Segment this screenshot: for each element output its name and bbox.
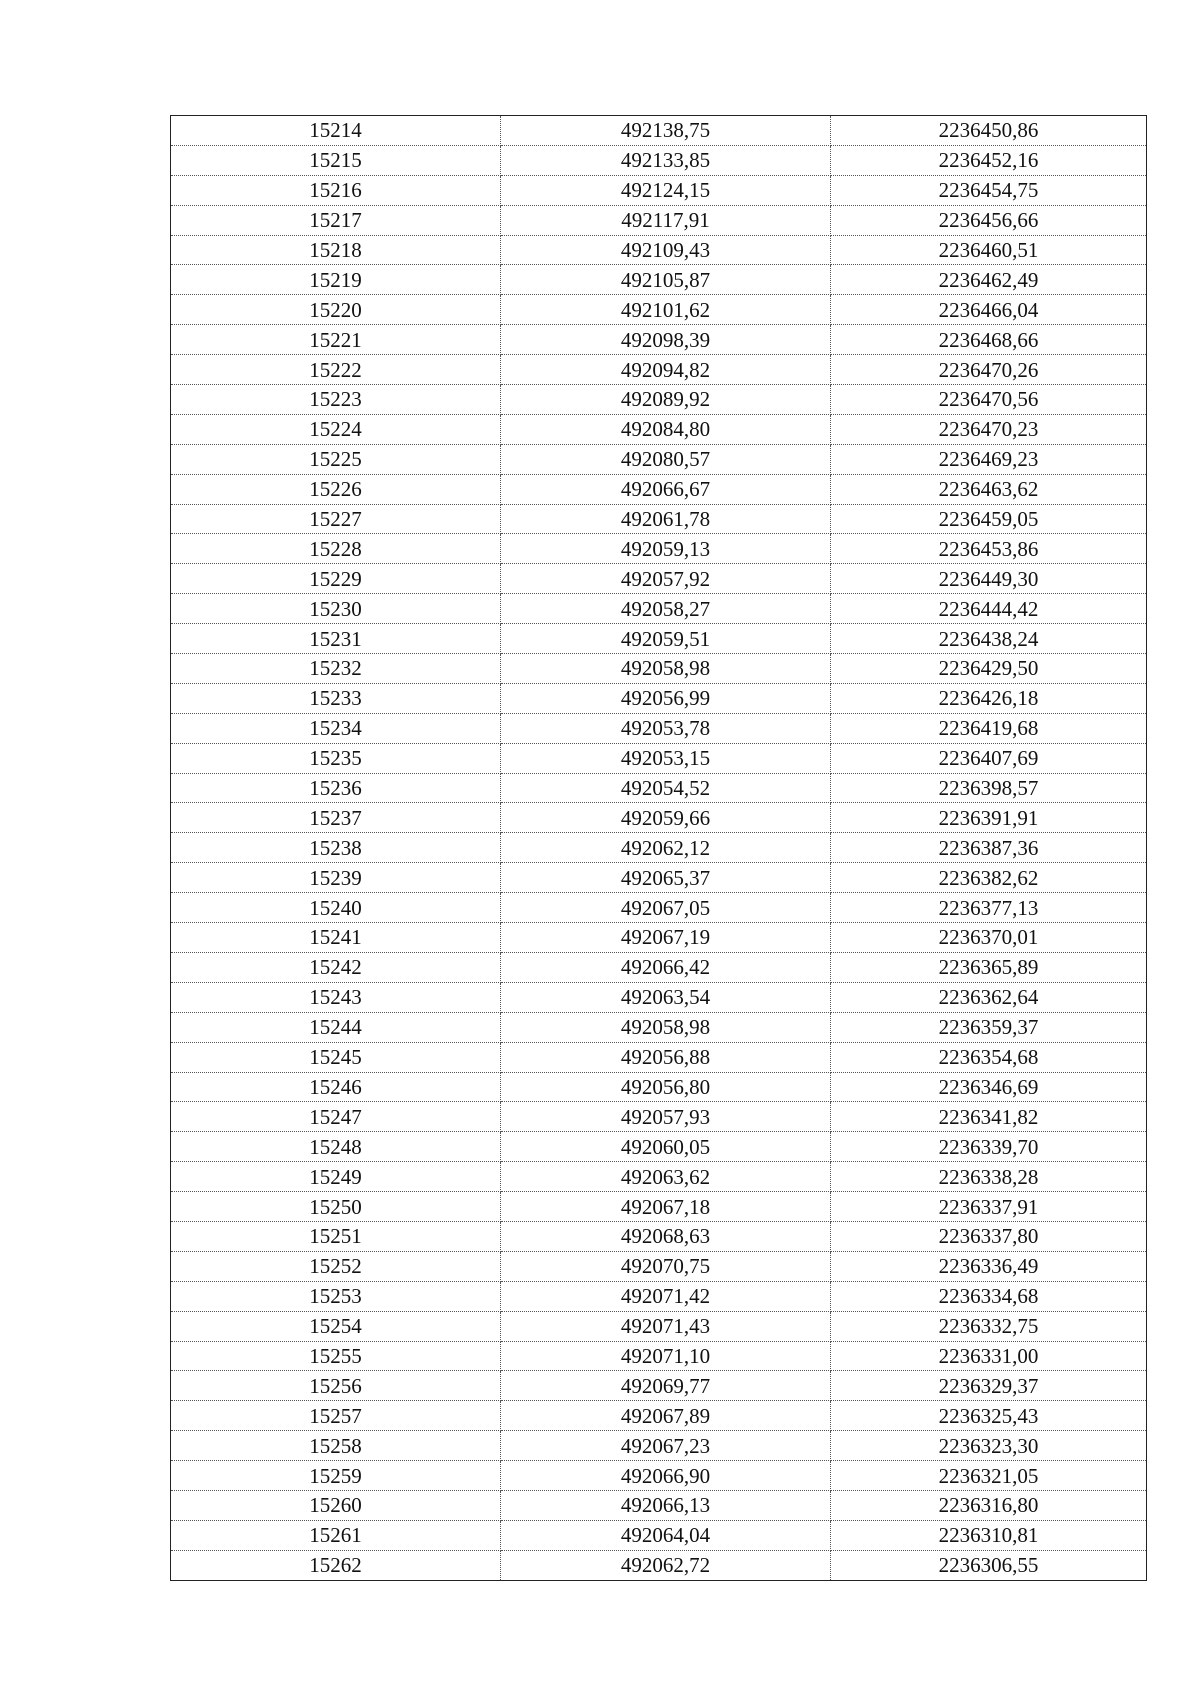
x-coordinate-cell: 492053,78 bbox=[501, 713, 831, 743]
y-coordinate-cell: 2236359,37 bbox=[831, 1012, 1147, 1042]
x-coordinate-cell: 492089,92 bbox=[501, 385, 831, 415]
coordinate-sheet bbox=[170, 115, 1146, 1581]
x-coordinate-cell: 492067,05 bbox=[501, 893, 831, 923]
y-coordinate-cell: 2236470,23 bbox=[831, 414, 1147, 444]
point-number-cell: 15234 bbox=[171, 713, 501, 743]
point-number-cell: 15248 bbox=[171, 1132, 501, 1162]
point-number-cell: 15240 bbox=[171, 893, 501, 923]
point-number-cell: 15257 bbox=[171, 1401, 501, 1431]
y-coordinate-cell: 2236429,50 bbox=[831, 654, 1147, 684]
point-number-cell: 15253 bbox=[171, 1281, 501, 1311]
x-coordinate-cell: 492057,92 bbox=[501, 564, 831, 594]
y-coordinate-cell: 2236339,70 bbox=[831, 1132, 1147, 1162]
x-coordinate-cell: 492133,85 bbox=[501, 145, 831, 175]
point-number-cell: 15238 bbox=[171, 833, 501, 863]
table-row bbox=[171, 773, 1147, 803]
y-coordinate-cell: 2236325,43 bbox=[831, 1401, 1147, 1431]
x-coordinate-cell: 492058,98 bbox=[501, 654, 831, 684]
table-row bbox=[171, 1431, 1147, 1461]
point-number-cell: 15236 bbox=[171, 773, 501, 803]
table-row bbox=[171, 1012, 1147, 1042]
y-coordinate-cell: 2236387,36 bbox=[831, 833, 1147, 863]
x-coordinate-cell: 492063,54 bbox=[501, 982, 831, 1012]
y-coordinate-cell: 2236310,81 bbox=[831, 1520, 1147, 1550]
table-row bbox=[171, 803, 1147, 833]
y-coordinate-cell: 2236306,55 bbox=[831, 1550, 1147, 1580]
x-coordinate-cell: 492071,43 bbox=[501, 1311, 831, 1341]
y-coordinate-cell: 2236460,51 bbox=[831, 235, 1147, 265]
y-coordinate-cell: 2236438,24 bbox=[831, 624, 1147, 654]
table-row bbox=[171, 1371, 1147, 1401]
x-coordinate-cell: 492060,05 bbox=[501, 1132, 831, 1162]
y-coordinate-cell: 2236391,91 bbox=[831, 803, 1147, 833]
point-number-cell: 15247 bbox=[171, 1102, 501, 1132]
point-number-cell: 15246 bbox=[171, 1072, 501, 1102]
table-row bbox=[171, 833, 1147, 863]
x-coordinate-cell: 492056,99 bbox=[501, 683, 831, 713]
y-coordinate-cell: 2236337,91 bbox=[831, 1192, 1147, 1222]
table-row bbox=[171, 1221, 1147, 1251]
x-coordinate-cell: 492070,75 bbox=[501, 1251, 831, 1281]
x-coordinate-cell: 492066,90 bbox=[501, 1461, 831, 1491]
y-coordinate-cell: 2236444,42 bbox=[831, 594, 1147, 624]
table-row bbox=[171, 713, 1147, 743]
x-coordinate-cell: 492067,19 bbox=[501, 923, 831, 953]
point-number-cell: 15251 bbox=[171, 1221, 501, 1251]
y-coordinate-cell: 2236468,66 bbox=[831, 325, 1147, 355]
point-number-cell: 15241 bbox=[171, 923, 501, 953]
x-coordinate-cell: 492109,43 bbox=[501, 235, 831, 265]
point-number-cell: 15245 bbox=[171, 1042, 501, 1072]
table-row bbox=[171, 205, 1147, 235]
y-coordinate-cell: 2236362,64 bbox=[831, 982, 1147, 1012]
point-number-cell: 15237 bbox=[171, 803, 501, 833]
point-number-cell: 15229 bbox=[171, 564, 501, 594]
y-coordinate-cell: 2236316,80 bbox=[831, 1490, 1147, 1520]
y-coordinate-cell: 2236426,18 bbox=[831, 683, 1147, 713]
table-row bbox=[171, 1311, 1147, 1341]
point-number-cell: 15260 bbox=[171, 1490, 501, 1520]
point-number-cell: 15232 bbox=[171, 654, 501, 684]
table-row bbox=[171, 444, 1147, 474]
point-number-cell: 15230 bbox=[171, 594, 501, 624]
y-coordinate-cell: 2236466,04 bbox=[831, 295, 1147, 325]
point-number-cell: 15225 bbox=[171, 444, 501, 474]
x-coordinate-cell: 492067,89 bbox=[501, 1401, 831, 1431]
coordinate-table-body bbox=[171, 116, 1147, 1581]
y-coordinate-cell: 2236459,05 bbox=[831, 504, 1147, 534]
point-number-cell: 15227 bbox=[171, 504, 501, 534]
x-coordinate-cell: 492080,57 bbox=[501, 444, 831, 474]
y-coordinate-cell: 2236331,00 bbox=[831, 1341, 1147, 1371]
x-coordinate-cell: 492138,75 bbox=[501, 116, 831, 146]
table-row bbox=[171, 295, 1147, 325]
point-number-cell: 15262 bbox=[171, 1550, 501, 1580]
y-coordinate-cell: 2236462,49 bbox=[831, 265, 1147, 295]
table-row bbox=[171, 116, 1147, 146]
x-coordinate-cell: 492058,98 bbox=[501, 1012, 831, 1042]
y-coordinate-cell: 2236329,37 bbox=[831, 1371, 1147, 1401]
y-coordinate-cell: 2236334,68 bbox=[831, 1281, 1147, 1311]
x-coordinate-cell: 492117,91 bbox=[501, 205, 831, 235]
y-coordinate-cell: 2236332,75 bbox=[831, 1311, 1147, 1341]
table-row bbox=[171, 1461, 1147, 1491]
y-coordinate-cell: 2236341,82 bbox=[831, 1102, 1147, 1132]
y-coordinate-cell: 2236377,13 bbox=[831, 893, 1147, 923]
x-coordinate-cell: 492094,82 bbox=[501, 355, 831, 385]
coordinate-table bbox=[170, 115, 1147, 1581]
x-coordinate-cell: 492068,63 bbox=[501, 1221, 831, 1251]
x-coordinate-cell: 492054,52 bbox=[501, 773, 831, 803]
point-number-cell: 15214 bbox=[171, 116, 501, 146]
x-coordinate-cell: 492067,18 bbox=[501, 1192, 831, 1222]
table-row bbox=[171, 235, 1147, 265]
point-number-cell: 15231 bbox=[171, 624, 501, 654]
table-row bbox=[171, 1341, 1147, 1371]
point-number-cell: 15244 bbox=[171, 1012, 501, 1042]
x-coordinate-cell: 492101,62 bbox=[501, 295, 831, 325]
x-coordinate-cell: 492059,13 bbox=[501, 534, 831, 564]
table-row bbox=[171, 1162, 1147, 1192]
table-row bbox=[171, 923, 1147, 953]
y-coordinate-cell: 2236321,05 bbox=[831, 1461, 1147, 1491]
x-coordinate-cell: 492071,42 bbox=[501, 1281, 831, 1311]
x-coordinate-cell: 492057,93 bbox=[501, 1102, 831, 1132]
x-coordinate-cell: 492067,23 bbox=[501, 1431, 831, 1461]
x-coordinate-cell: 492066,42 bbox=[501, 952, 831, 982]
point-number-cell: 15223 bbox=[171, 385, 501, 415]
table-row bbox=[171, 982, 1147, 1012]
point-number-cell: 15217 bbox=[171, 205, 501, 235]
table-row bbox=[171, 952, 1147, 982]
table-row bbox=[171, 414, 1147, 444]
point-number-cell: 15221 bbox=[171, 325, 501, 355]
point-number-cell: 15235 bbox=[171, 743, 501, 773]
x-coordinate-cell: 492084,80 bbox=[501, 414, 831, 444]
point-number-cell: 15222 bbox=[171, 355, 501, 385]
point-number-cell: 15242 bbox=[171, 952, 501, 982]
table-row bbox=[171, 175, 1147, 205]
point-number-cell: 15249 bbox=[171, 1162, 501, 1192]
y-coordinate-cell: 2236370,01 bbox=[831, 923, 1147, 953]
x-coordinate-cell: 492056,80 bbox=[501, 1072, 831, 1102]
table-row bbox=[171, 1132, 1147, 1162]
y-coordinate-cell: 2236456,66 bbox=[831, 205, 1147, 235]
table-row bbox=[171, 683, 1147, 713]
y-coordinate-cell: 2236407,69 bbox=[831, 743, 1147, 773]
table-row bbox=[171, 1550, 1147, 1580]
x-coordinate-cell: 492062,12 bbox=[501, 833, 831, 863]
x-coordinate-cell: 492105,87 bbox=[501, 265, 831, 295]
point-number-cell: 15250 bbox=[171, 1192, 501, 1222]
y-coordinate-cell: 2236453,86 bbox=[831, 534, 1147, 564]
x-coordinate-cell: 492058,27 bbox=[501, 594, 831, 624]
point-number-cell: 15256 bbox=[171, 1371, 501, 1401]
x-coordinate-cell: 492066,67 bbox=[501, 474, 831, 504]
y-coordinate-cell: 2236382,62 bbox=[831, 863, 1147, 893]
y-coordinate-cell: 2236365,89 bbox=[831, 952, 1147, 982]
point-number-cell: 15258 bbox=[171, 1431, 501, 1461]
y-coordinate-cell: 2236354,68 bbox=[831, 1042, 1147, 1072]
y-coordinate-cell: 2236336,49 bbox=[831, 1251, 1147, 1281]
table-row bbox=[171, 654, 1147, 684]
table-row bbox=[171, 1520, 1147, 1550]
point-number-cell: 15239 bbox=[171, 863, 501, 893]
x-coordinate-cell: 492059,51 bbox=[501, 624, 831, 654]
x-coordinate-cell: 492053,15 bbox=[501, 743, 831, 773]
y-coordinate-cell: 2236450,86 bbox=[831, 116, 1147, 146]
x-coordinate-cell: 492124,15 bbox=[501, 175, 831, 205]
table-row bbox=[171, 534, 1147, 564]
table-row bbox=[171, 1102, 1147, 1132]
point-number-cell: 15216 bbox=[171, 175, 501, 205]
table-row bbox=[171, 1281, 1147, 1311]
y-coordinate-cell: 2236470,26 bbox=[831, 355, 1147, 385]
table-row bbox=[171, 504, 1147, 534]
table-row bbox=[171, 1042, 1147, 1072]
table-row bbox=[171, 145, 1147, 175]
y-coordinate-cell: 2236346,69 bbox=[831, 1072, 1147, 1102]
y-coordinate-cell: 2236398,57 bbox=[831, 773, 1147, 803]
point-number-cell: 15243 bbox=[171, 982, 501, 1012]
x-coordinate-cell: 492098,39 bbox=[501, 325, 831, 355]
point-number-cell: 15226 bbox=[171, 474, 501, 504]
x-coordinate-cell: 492061,78 bbox=[501, 504, 831, 534]
x-coordinate-cell: 492065,37 bbox=[501, 863, 831, 893]
point-number-cell: 15215 bbox=[171, 145, 501, 175]
y-coordinate-cell: 2236338,28 bbox=[831, 1162, 1147, 1192]
y-coordinate-cell: 2236454,75 bbox=[831, 175, 1147, 205]
x-coordinate-cell: 492066,13 bbox=[501, 1490, 831, 1520]
x-coordinate-cell: 492063,62 bbox=[501, 1162, 831, 1192]
table-row bbox=[171, 1192, 1147, 1222]
point-number-cell: 15220 bbox=[171, 295, 501, 325]
point-number-cell: 15219 bbox=[171, 265, 501, 295]
x-coordinate-cell: 492056,88 bbox=[501, 1042, 831, 1072]
y-coordinate-cell: 2236452,16 bbox=[831, 145, 1147, 175]
point-number-cell: 15218 bbox=[171, 235, 501, 265]
table-row bbox=[171, 1401, 1147, 1431]
point-number-cell: 15233 bbox=[171, 683, 501, 713]
y-coordinate-cell: 2236449,30 bbox=[831, 564, 1147, 594]
y-coordinate-cell: 2236337,80 bbox=[831, 1221, 1147, 1251]
table-row bbox=[171, 743, 1147, 773]
table-row bbox=[171, 355, 1147, 385]
table-row bbox=[171, 863, 1147, 893]
table-row bbox=[171, 1072, 1147, 1102]
x-coordinate-cell: 492062,72 bbox=[501, 1550, 831, 1580]
point-number-cell: 15228 bbox=[171, 534, 501, 564]
y-coordinate-cell: 2236470,56 bbox=[831, 385, 1147, 415]
table-row bbox=[171, 893, 1147, 923]
point-number-cell: 15259 bbox=[171, 1461, 501, 1491]
y-coordinate-cell: 2236419,68 bbox=[831, 713, 1147, 743]
table-row bbox=[171, 624, 1147, 654]
y-coordinate-cell: 2236463,62 bbox=[831, 474, 1147, 504]
table-row bbox=[171, 385, 1147, 415]
x-coordinate-cell: 492069,77 bbox=[501, 1371, 831, 1401]
point-number-cell: 15252 bbox=[171, 1251, 501, 1281]
table-row bbox=[171, 594, 1147, 624]
table-row bbox=[171, 474, 1147, 504]
x-coordinate-cell: 492071,10 bbox=[501, 1341, 831, 1371]
point-number-cell: 15255 bbox=[171, 1341, 501, 1371]
point-number-cell: 15254 bbox=[171, 1311, 501, 1341]
table-row bbox=[171, 1251, 1147, 1281]
x-coordinate-cell: 492064,04 bbox=[501, 1520, 831, 1550]
y-coordinate-cell: 2236469,23 bbox=[831, 444, 1147, 474]
table-row bbox=[171, 325, 1147, 355]
table-row bbox=[171, 265, 1147, 295]
table-row bbox=[171, 564, 1147, 594]
y-coordinate-cell: 2236323,30 bbox=[831, 1431, 1147, 1461]
table-row bbox=[171, 1490, 1147, 1520]
point-number-cell: 15261 bbox=[171, 1520, 501, 1550]
point-number-cell: 15224 bbox=[171, 414, 501, 444]
x-coordinate-cell: 492059,66 bbox=[501, 803, 831, 833]
